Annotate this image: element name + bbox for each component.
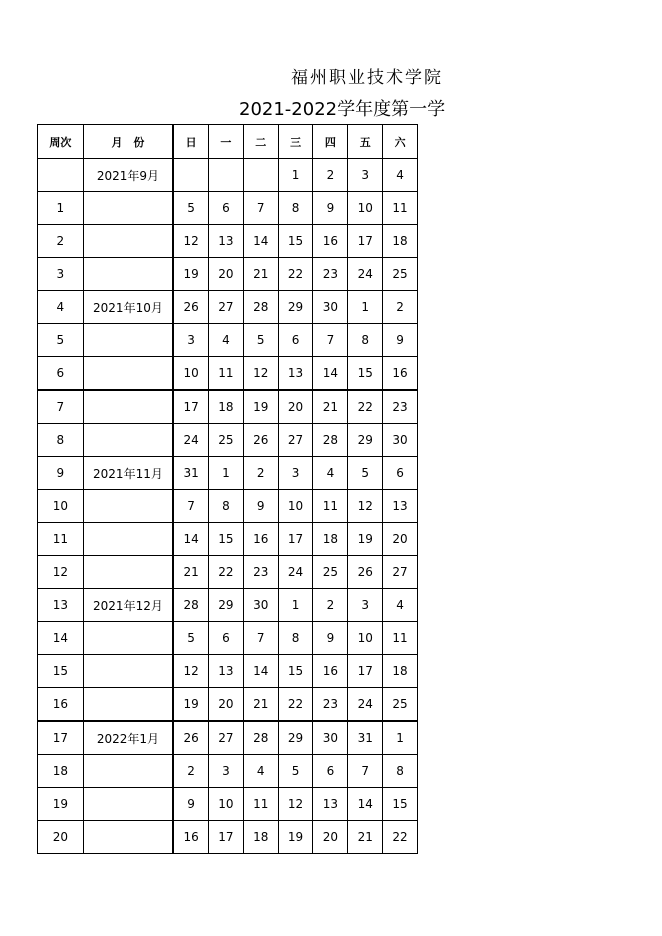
day-cell: 10 — [278, 490, 313, 523]
table-row — [38, 324, 418, 357]
day-cell: 20 — [209, 688, 244, 722]
day-cell: 11 — [383, 622, 418, 655]
day-cell: 13 — [278, 357, 313, 391]
day-cell: 21 — [243, 258, 278, 291]
day-cell: 4 — [383, 159, 418, 192]
day-cell: 14 — [243, 655, 278, 688]
table-row — [38, 788, 418, 821]
day-cell: 9 — [243, 490, 278, 523]
day-cell: 18 — [243, 821, 278, 854]
day-cell: 8 — [209, 490, 244, 523]
header-cell: 日 — [173, 125, 208, 159]
header-cell: 二 — [243, 125, 278, 159]
day-cell: 2 — [173, 755, 208, 788]
day-cell: 13 — [209, 225, 244, 258]
day-cell: 29 — [278, 721, 313, 755]
day-cell: 24 — [348, 688, 383, 722]
day-cell: 16 — [173, 821, 208, 854]
day-cell: 30 — [383, 424, 418, 457]
day-cell: 30 — [243, 589, 278, 622]
day-cell: 28 — [243, 291, 278, 324]
week-cell: 7 — [38, 390, 84, 424]
table-row — [38, 655, 418, 688]
week-cell: 19 — [38, 788, 84, 821]
day-cell: 28 — [243, 721, 278, 755]
day-cell: 20 — [209, 258, 244, 291]
day-cell: 27 — [209, 721, 244, 755]
day-cell: 18 — [313, 523, 348, 556]
day-cell — [243, 159, 278, 192]
week-cell: 13 — [38, 589, 84, 622]
day-cell: 10 — [348, 192, 383, 225]
day-cell: 23 — [383, 390, 418, 424]
week-cell: 9 — [38, 457, 84, 490]
table-row — [38, 457, 418, 490]
header-cell: 周次 — [38, 125, 84, 159]
day-cell: 7 — [243, 192, 278, 225]
table-row — [38, 490, 418, 523]
day-cell: 12 — [278, 788, 313, 821]
day-cell: 21 — [348, 821, 383, 854]
day-cell: 11 — [243, 788, 278, 821]
day-cell: 6 — [209, 192, 244, 225]
day-cell: 31 — [348, 721, 383, 755]
day-cell: 23 — [243, 556, 278, 589]
day-cell: 28 — [313, 424, 348, 457]
day-cell: 17 — [348, 225, 383, 258]
day-cell: 20 — [278, 390, 313, 424]
month-cell: 2021年9月 — [83, 159, 173, 192]
day-cell: 30 — [313, 721, 348, 755]
day-cell: 8 — [383, 755, 418, 788]
day-cell: 12 — [243, 357, 278, 391]
day-cell: 4 — [313, 457, 348, 490]
day-cell: 3 — [278, 457, 313, 490]
day-cell: 24 — [348, 258, 383, 291]
table-row — [38, 159, 418, 192]
day-cell — [173, 159, 208, 192]
day-cell: 4 — [209, 324, 244, 357]
day-cell: 11 — [209, 357, 244, 391]
table-row — [38, 589, 418, 622]
day-cell: 31 — [173, 457, 208, 490]
day-cell: 2 — [313, 159, 348, 192]
day-cell: 19 — [243, 390, 278, 424]
day-cell: 29 — [209, 589, 244, 622]
day-cell: 17 — [278, 523, 313, 556]
day-cell: 15 — [278, 655, 313, 688]
table-row — [38, 721, 418, 755]
week-cell: 16 — [38, 688, 84, 722]
day-cell: 7 — [348, 755, 383, 788]
day-cell: 15 — [209, 523, 244, 556]
month-cell — [83, 655, 173, 688]
week-cell: 17 — [38, 721, 84, 755]
day-cell: 13 — [209, 655, 244, 688]
table-row — [38, 225, 418, 258]
month-cell — [83, 258, 173, 291]
week-cell — [38, 159, 84, 192]
day-cell: 14 — [313, 357, 348, 391]
day-cell: 5 — [173, 622, 208, 655]
day-cell: 1 — [383, 721, 418, 755]
month-cell — [83, 556, 173, 589]
day-cell: 22 — [278, 688, 313, 722]
day-cell: 4 — [243, 755, 278, 788]
table-row — [38, 192, 418, 225]
day-cell: 22 — [209, 556, 244, 589]
day-cell — [209, 159, 244, 192]
day-cell: 17 — [173, 390, 208, 424]
day-cell: 22 — [383, 821, 418, 854]
day-cell: 26 — [173, 721, 208, 755]
day-cell: 15 — [383, 788, 418, 821]
day-cell: 2 — [243, 457, 278, 490]
day-cell: 3 — [209, 755, 244, 788]
month-cell — [83, 821, 173, 854]
month-cell — [83, 688, 173, 722]
week-cell: 20 — [38, 821, 84, 854]
day-cell: 14 — [348, 788, 383, 821]
day-cell: 1 — [209, 457, 244, 490]
week-cell: 11 — [38, 523, 84, 556]
month-cell — [83, 424, 173, 457]
month-cell — [83, 357, 173, 391]
day-cell: 9 — [173, 788, 208, 821]
table-row — [38, 821, 418, 854]
day-cell: 6 — [278, 324, 313, 357]
day-cell: 18 — [209, 390, 244, 424]
day-cell: 16 — [313, 225, 348, 258]
school-calendar-table — [37, 124, 418, 854]
day-cell: 23 — [313, 688, 348, 722]
day-cell: 3 — [173, 324, 208, 357]
day-cell: 9 — [313, 192, 348, 225]
day-cell: 14 — [243, 225, 278, 258]
header-row — [38, 125, 418, 159]
day-cell: 6 — [383, 457, 418, 490]
month-cell — [83, 192, 173, 225]
day-cell: 16 — [243, 523, 278, 556]
day-cell: 10 — [209, 788, 244, 821]
month-cell — [83, 622, 173, 655]
day-cell: 10 — [348, 622, 383, 655]
table-row — [38, 755, 418, 788]
table-row — [38, 622, 418, 655]
day-cell: 6 — [313, 755, 348, 788]
header-cell: 三 — [278, 125, 313, 159]
week-cell: 4 — [38, 291, 84, 324]
week-cell: 2 — [38, 225, 84, 258]
day-cell: 12 — [173, 225, 208, 258]
day-cell: 12 — [173, 655, 208, 688]
week-cell: 3 — [38, 258, 84, 291]
table-row — [38, 258, 418, 291]
day-cell: 2 — [313, 589, 348, 622]
day-cell: 1 — [278, 589, 313, 622]
day-cell: 25 — [209, 424, 244, 457]
day-cell: 25 — [383, 258, 418, 291]
day-cell: 19 — [278, 821, 313, 854]
month-cell: 2021年10月 — [83, 291, 173, 324]
day-cell: 21 — [313, 390, 348, 424]
day-cell: 18 — [383, 655, 418, 688]
month-cell — [83, 523, 173, 556]
month-cell — [83, 390, 173, 424]
header-cell: 五 — [348, 125, 383, 159]
day-cell: 5 — [243, 324, 278, 357]
day-cell: 7 — [173, 490, 208, 523]
day-cell: 5 — [278, 755, 313, 788]
day-cell: 14 — [173, 523, 208, 556]
day-cell: 7 — [243, 622, 278, 655]
day-cell: 19 — [348, 523, 383, 556]
header-cell: 一 — [209, 125, 244, 159]
day-cell: 24 — [278, 556, 313, 589]
day-cell: 23 — [313, 258, 348, 291]
month-cell: 2022年1月 — [83, 721, 173, 755]
day-cell: 25 — [313, 556, 348, 589]
day-cell: 2 — [383, 291, 418, 324]
header-cell: 六 — [383, 125, 418, 159]
day-cell: 6 — [209, 622, 244, 655]
day-cell: 4 — [383, 589, 418, 622]
table-row — [38, 523, 418, 556]
day-cell: 5 — [348, 457, 383, 490]
header-cell: 四 — [313, 125, 348, 159]
day-cell: 17 — [209, 821, 244, 854]
table-row — [38, 291, 418, 324]
day-cell: 19 — [173, 258, 208, 291]
week-cell: 8 — [38, 424, 84, 457]
day-cell: 3 — [348, 159, 383, 192]
day-cell: 25 — [383, 688, 418, 722]
day-cell: 8 — [348, 324, 383, 357]
day-cell: 26 — [243, 424, 278, 457]
day-cell: 18 — [383, 225, 418, 258]
month-cell — [83, 490, 173, 523]
month-cell: 2021年11月 — [83, 457, 173, 490]
day-cell: 13 — [313, 788, 348, 821]
day-cell: 16 — [313, 655, 348, 688]
day-cell: 12 — [348, 490, 383, 523]
day-cell: 28 — [173, 589, 208, 622]
day-cell: 11 — [383, 192, 418, 225]
day-cell: 21 — [243, 688, 278, 722]
day-cell: 19 — [173, 688, 208, 722]
table-row — [38, 390, 418, 424]
calendar-subtitle: 2021-2022学年度第一学 — [239, 99, 446, 120]
day-cell: 22 — [348, 390, 383, 424]
day-cell: 7 — [313, 324, 348, 357]
day-cell: 16 — [383, 357, 418, 391]
day-cell: 10 — [173, 357, 208, 391]
day-cell: 11 — [313, 490, 348, 523]
week-cell: 1 — [38, 192, 84, 225]
day-cell: 15 — [278, 225, 313, 258]
table-row — [38, 357, 418, 391]
week-cell: 5 — [38, 324, 84, 357]
day-cell: 13 — [383, 490, 418, 523]
day-cell: 9 — [313, 622, 348, 655]
day-cell: 26 — [173, 291, 208, 324]
table-row — [38, 556, 418, 589]
day-cell: 9 — [383, 324, 418, 357]
day-cell: 8 — [278, 622, 313, 655]
day-cell: 1 — [348, 291, 383, 324]
day-cell: 8 — [278, 192, 313, 225]
day-cell: 29 — [348, 424, 383, 457]
day-cell: 22 — [278, 258, 313, 291]
school-title: 福州职业技术学院 — [291, 68, 443, 88]
month-cell — [83, 755, 173, 788]
table-row — [38, 424, 418, 457]
week-cell: 6 — [38, 357, 84, 391]
table-row — [38, 688, 418, 722]
day-cell: 20 — [383, 523, 418, 556]
week-cell: 14 — [38, 622, 84, 655]
month-cell — [83, 788, 173, 821]
day-cell: 29 — [278, 291, 313, 324]
month-cell — [83, 225, 173, 258]
header-cell: 月 份 — [83, 125, 173, 159]
day-cell: 24 — [173, 424, 208, 457]
day-cell: 3 — [348, 589, 383, 622]
week-cell: 18 — [38, 755, 84, 788]
week-cell: 15 — [38, 655, 84, 688]
day-cell: 27 — [383, 556, 418, 589]
day-cell: 26 — [348, 556, 383, 589]
month-cell: 2021年12月 — [83, 589, 173, 622]
day-cell: 15 — [348, 357, 383, 391]
day-cell: 21 — [173, 556, 208, 589]
day-cell: 1 — [278, 159, 313, 192]
week-cell: 12 — [38, 556, 84, 589]
month-cell — [83, 324, 173, 357]
day-cell: 27 — [209, 291, 244, 324]
day-cell: 30 — [313, 291, 348, 324]
day-cell: 5 — [173, 192, 208, 225]
week-cell: 10 — [38, 490, 84, 523]
day-cell: 20 — [313, 821, 348, 854]
day-cell: 27 — [278, 424, 313, 457]
day-cell: 17 — [348, 655, 383, 688]
